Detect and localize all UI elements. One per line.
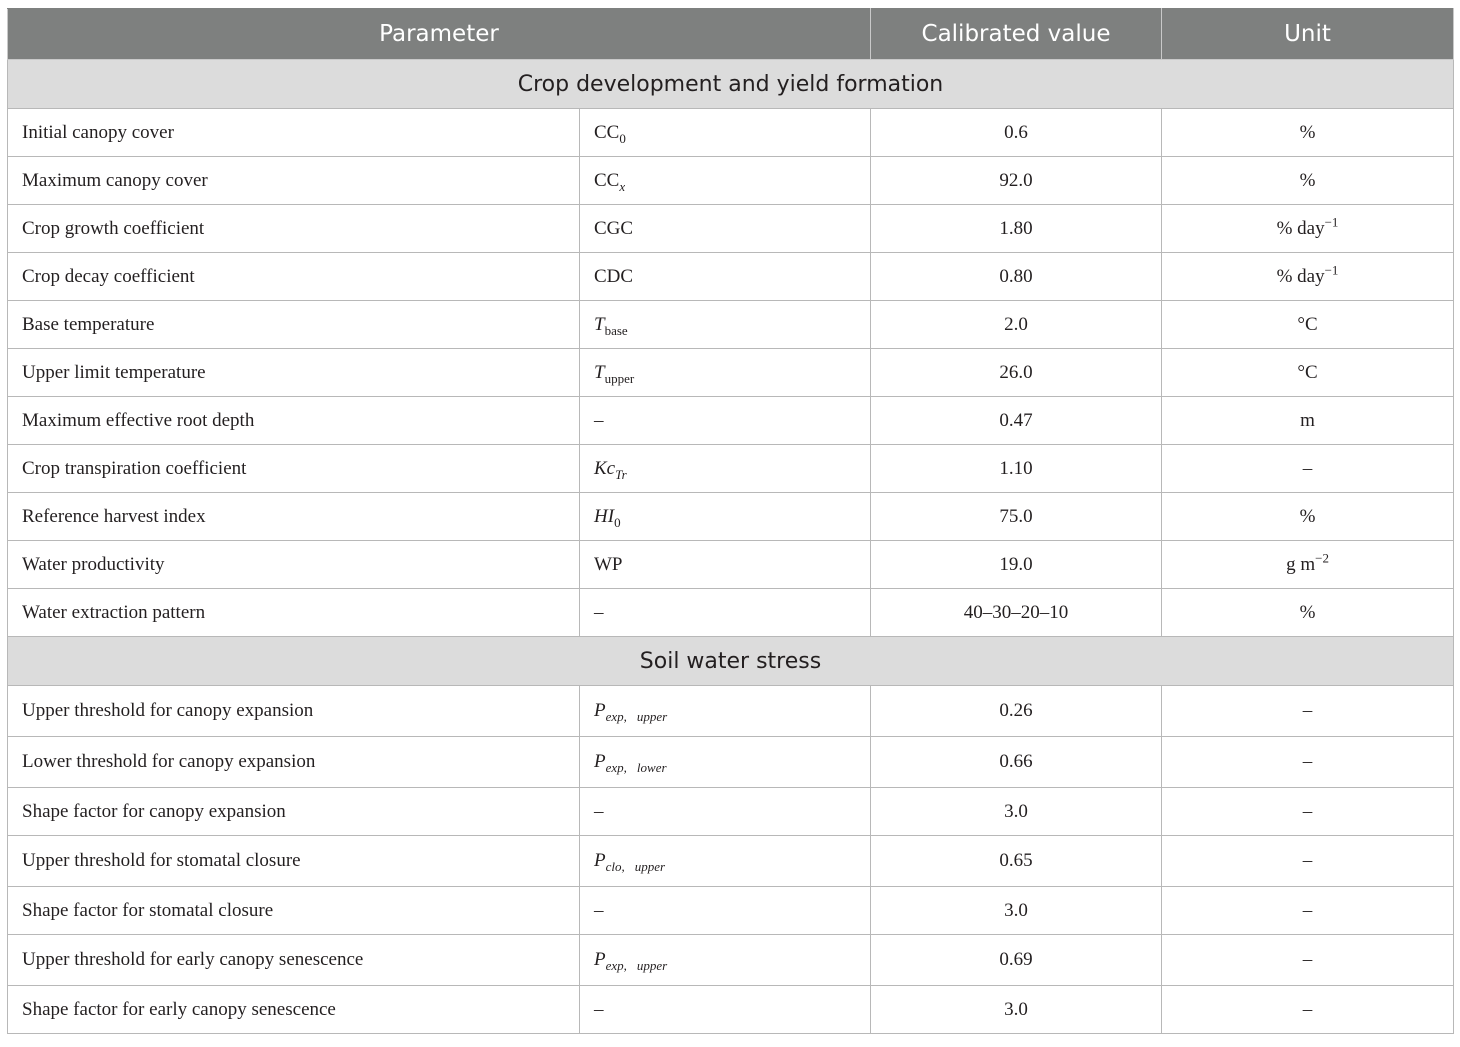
param-value: 3.0 — [871, 887, 1162, 935]
param-name: Water productivity — [8, 541, 580, 589]
table-row — [8, 397, 1454, 445]
param-unit: – — [1162, 935, 1454, 986]
param-unit: – — [1162, 986, 1454, 1034]
param-symbol: – — [580, 986, 871, 1034]
param-value: 75.0 — [871, 493, 1162, 541]
table-row — [8, 301, 1454, 349]
param-value: 0.6 — [871, 109, 1162, 157]
param-unit: – — [1162, 445, 1454, 493]
param-value: 26.0 — [871, 349, 1162, 397]
param-symbol: $CC_0$ — [580, 109, 871, 157]
table-row — [8, 109, 1454, 157]
param-value: 0.80 — [871, 253, 1162, 301]
header-row — [8, 9, 1454, 60]
param-name: Maximum effective root depth — [8, 397, 580, 445]
param-unit: % day$^{-1}$ — [1162, 253, 1454, 301]
param-unit: g $m^{-2}$ — [1162, 541, 1454, 589]
param-name: Base temperature — [8, 301, 580, 349]
param-symbol: – — [580, 397, 871, 445]
param-name: Upper limit temperature — [8, 349, 580, 397]
param-symbol: $T_{base}$ — [580, 301, 871, 349]
param-symbol: WP — [580, 541, 871, 589]
table-row — [8, 493, 1454, 541]
table-row — [8, 157, 1454, 205]
param-name: Water extraction pattern — [8, 589, 580, 637]
param-name: Reference harvest index — [8, 493, 580, 541]
param-value: 0.47 — [871, 397, 1162, 445]
param-value: 1.10 — [871, 445, 1162, 493]
header-calibrated-value: Calibrated value — [871, 9, 1162, 60]
param-name: Lower threshold for canopy expansion — [8, 737, 580, 788]
section-row — [8, 60, 1454, 109]
table-row — [8, 935, 1454, 986]
header-unit: Unit — [1162, 9, 1454, 60]
param-symbol: $P_{clo,}$ $_{upper}$ — [580, 836, 871, 887]
param-symbol: $P_{exp,}$ $_{upper}$ — [580, 686, 871, 737]
table-header — [8, 9, 1454, 60]
param-name: Crop decay coefficient — [8, 253, 580, 301]
param-name: Upper threshold for stomatal closure — [8, 836, 580, 887]
param-value: 0.65 — [871, 836, 1162, 887]
param-unit: % day$^{-1}$ — [1162, 205, 1454, 253]
section-title: Crop development and yield formation — [8, 60, 1454, 109]
param-value: 0.26 — [871, 686, 1162, 737]
param-value: 3.0 — [871, 986, 1162, 1034]
param-symbol: $CC_x$ — [580, 157, 871, 205]
param-unit: °C — [1162, 349, 1454, 397]
param-unit: % — [1162, 589, 1454, 637]
table-row — [8, 349, 1454, 397]
param-unit: – — [1162, 788, 1454, 836]
param-symbol: – — [580, 589, 871, 637]
param-symbol: $P_{exp,}$ $_{upper}$ — [580, 935, 871, 986]
param-symbol: – — [580, 788, 871, 836]
param-value: 0.69 — [871, 935, 1162, 986]
param-unit: % — [1162, 493, 1454, 541]
table-row — [8, 205, 1454, 253]
param-value: 3.0 — [871, 788, 1162, 836]
param-unit: – — [1162, 686, 1454, 737]
param-value: 1.80 — [871, 205, 1162, 253]
param-name: Crop transpiration coefficient — [8, 445, 580, 493]
parameter-table — [7, 8, 1454, 1034]
table-row — [8, 541, 1454, 589]
param-symbol: CGC — [580, 205, 871, 253]
table-row — [8, 788, 1454, 836]
table-row — [8, 836, 1454, 887]
param-name: Initial canopy cover — [8, 109, 580, 157]
table-row — [8, 737, 1454, 788]
param-value: 40–30–20–10 — [871, 589, 1162, 637]
param-value: 2.0 — [871, 301, 1162, 349]
table-row — [8, 686, 1454, 737]
param-symbol: – — [580, 887, 871, 935]
param-name: Shape factor for early canopy senescence — [8, 986, 580, 1034]
section-row — [8, 637, 1454, 686]
param-value: 19.0 — [871, 541, 1162, 589]
param-symbol: $HI_0$ — [580, 493, 871, 541]
param-unit: – — [1162, 887, 1454, 935]
param-unit: m — [1162, 397, 1454, 445]
param-name: Upper threshold for canopy expansion — [8, 686, 580, 737]
param-name: Maximum canopy cover — [8, 157, 580, 205]
param-unit: °C — [1162, 301, 1454, 349]
table-row — [8, 589, 1454, 637]
param-name: Shape factor for canopy expansion — [8, 788, 580, 836]
param-value: 0.66 — [871, 737, 1162, 788]
table-row — [8, 887, 1454, 935]
param-unit: – — [1162, 737, 1454, 788]
table-row — [8, 253, 1454, 301]
param-value: 92.0 — [871, 157, 1162, 205]
param-name: Crop growth coefficient — [8, 205, 580, 253]
section-title: Soil water stress — [8, 637, 1454, 686]
header-parameter: Parameter — [8, 9, 871, 60]
table-row — [8, 986, 1454, 1034]
param-name: Upper threshold for early canopy senescence — [8, 935, 580, 986]
param-name: Shape factor for stomatal closure — [8, 887, 580, 935]
param-symbol: $Kc_{Tr}$ — [580, 445, 871, 493]
param-symbol: $T_{upper}$ — [580, 349, 871, 397]
param-symbol: CDC — [580, 253, 871, 301]
table-body — [8, 60, 1454, 1034]
param-unit: % — [1162, 109, 1454, 157]
param-unit: – — [1162, 836, 1454, 887]
param-unit: % — [1162, 157, 1454, 205]
table-row — [8, 445, 1454, 493]
param-symbol: $P_{exp,}$ $_{lower}$ — [580, 737, 871, 788]
